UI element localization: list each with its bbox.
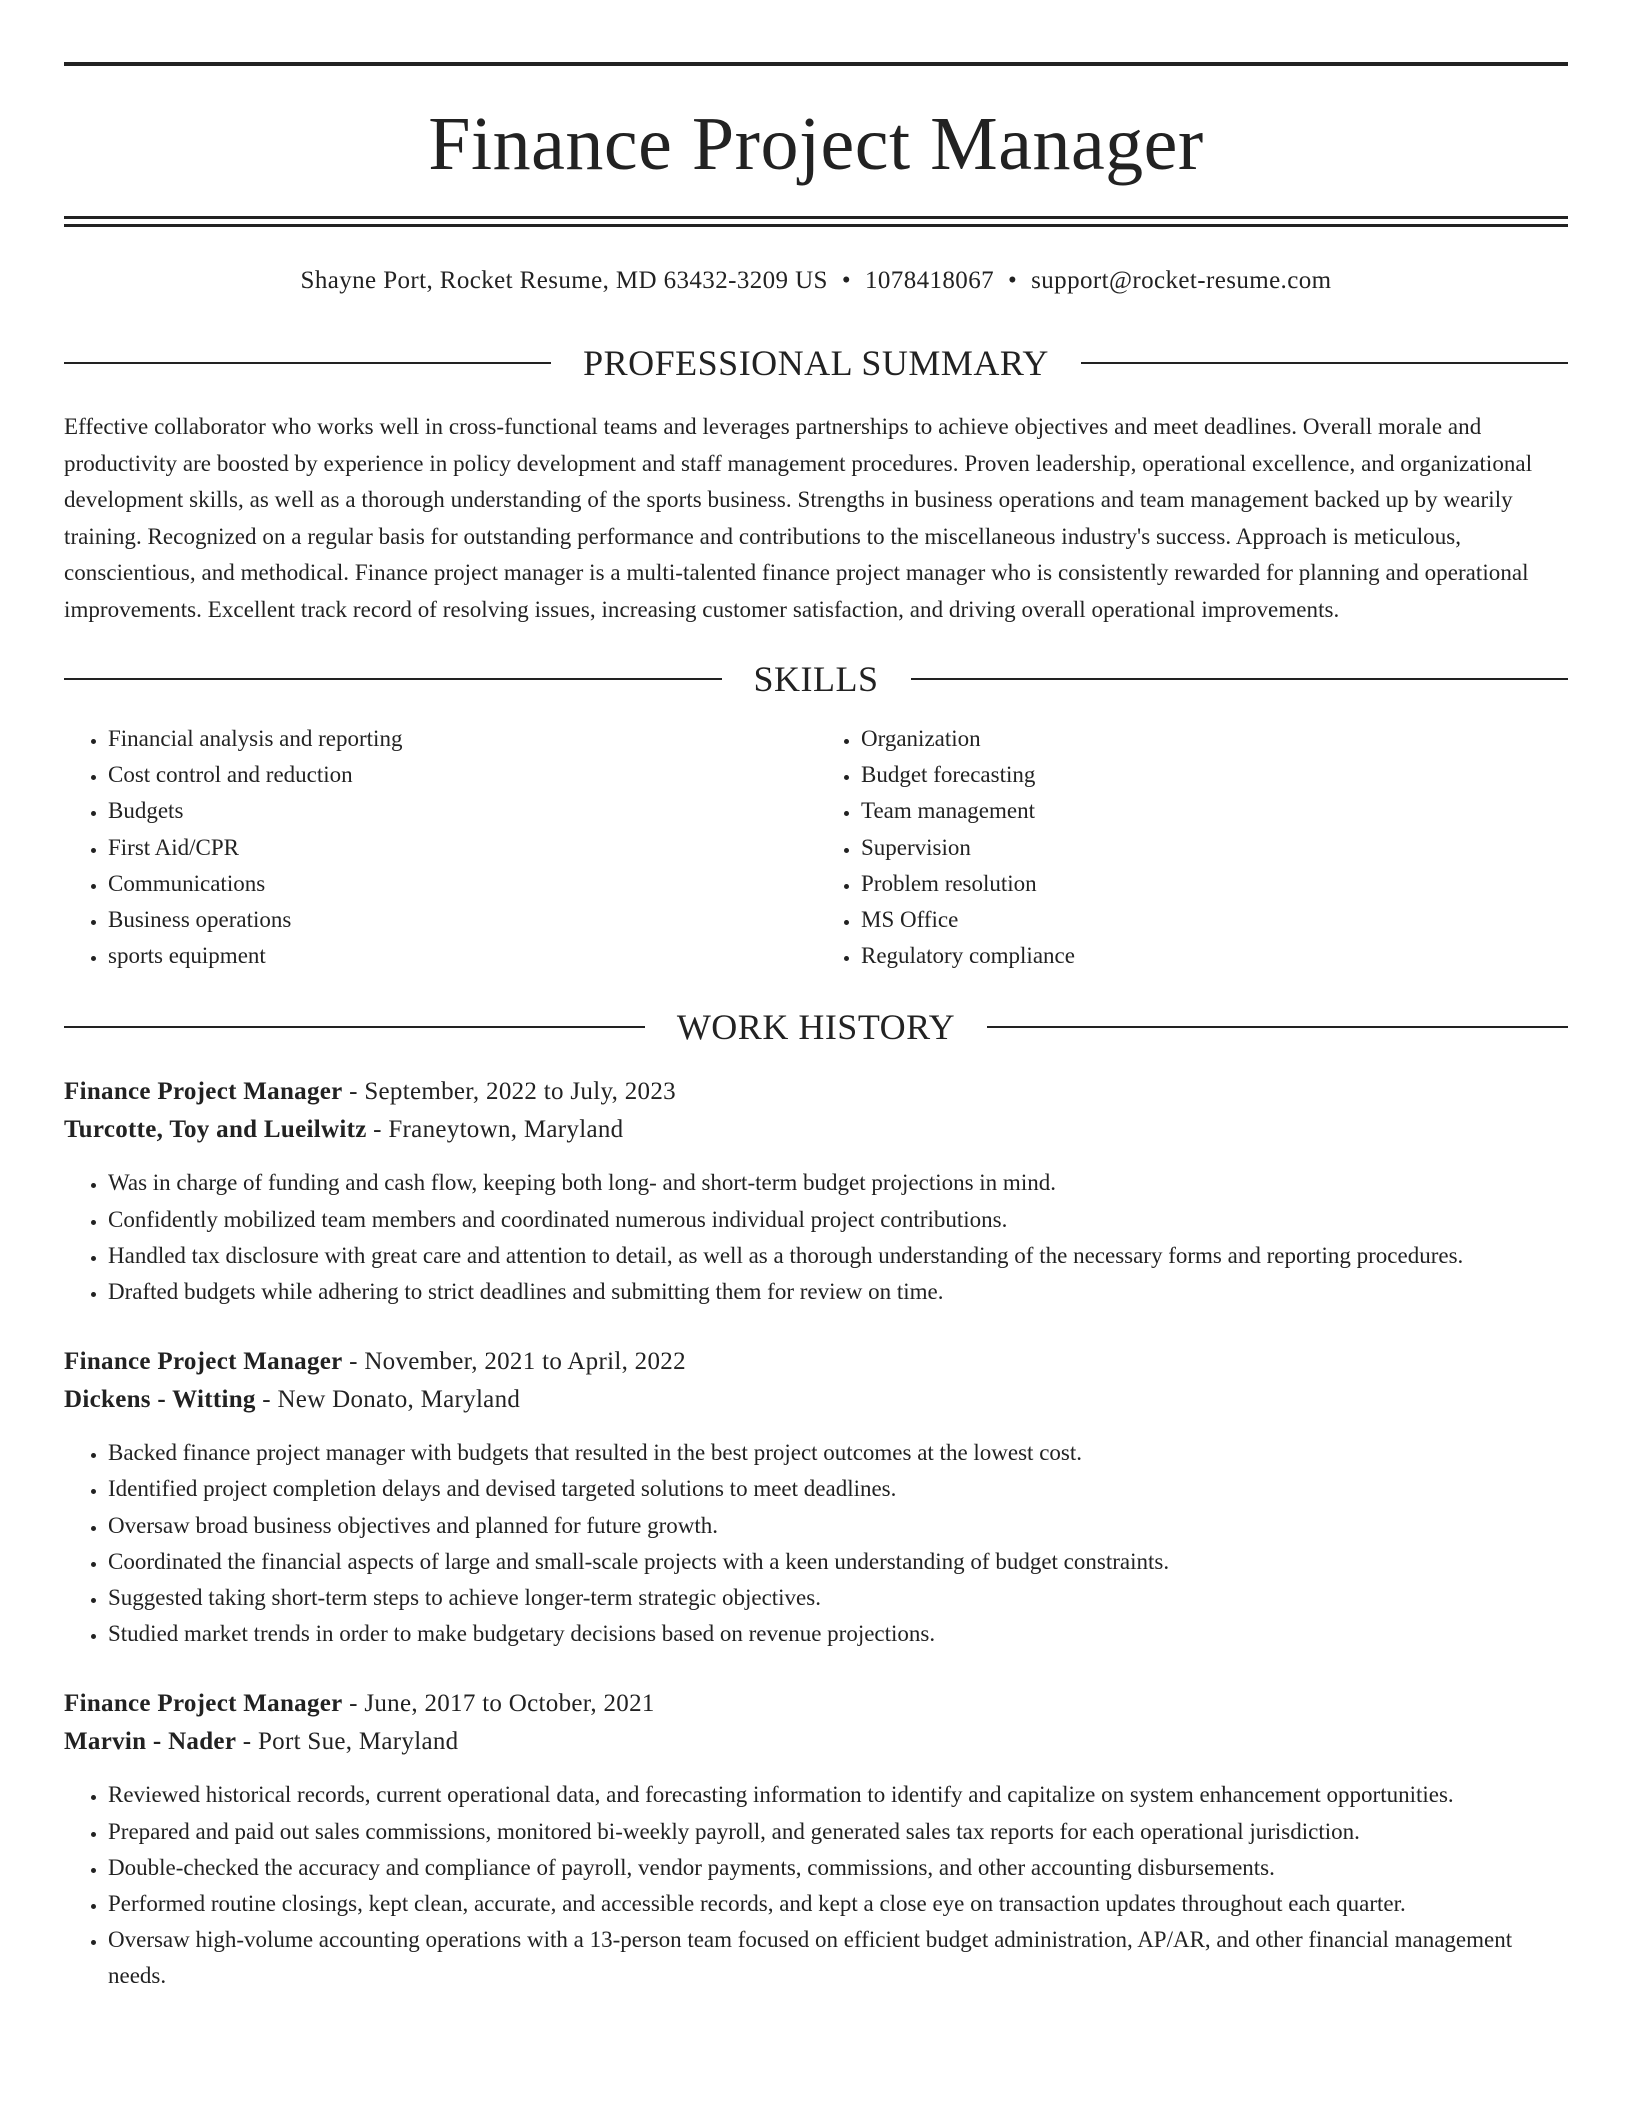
skills-column-right bbox=[815, 721, 1568, 974]
job-entry bbox=[64, 1343, 1568, 1652]
summary-title: PROFESSIONAL SUMMARY bbox=[583, 343, 1049, 383]
contact-line bbox=[64, 264, 1568, 298]
job-bullets bbox=[64, 1777, 1568, 1994]
job-company: Dickens - Witting bbox=[64, 1386, 256, 1414]
job-bullets bbox=[64, 1165, 1568, 1310]
summary-text: Effective collaborator who works well in cross-functional teams and leverages partnerships to achieve objectives and meet deadlines. Overall morale and productivity are boosted by experience in policy development and staff management procedures. Proven leadership, operational excellence, and organizational development skills, as well as a thorough understanding of the sports business. Strengths in business operations and team management backed up by wearily training. Recognized on a regular basis for outstanding performance and contributions to the miscellaneous industry's success. Approach is meticulous, conscientious, and methodical. Finance project manager is a multi-talented finance project manager who is consistently rewarded for planning and operational improvements. Excellent track record of resolving issues, increasing customer satisfaction, and driving overall operational improvements. bbox=[64, 414, 1533, 622]
contact-address: Shayne Port, Rocket Resume, MD 63432-3209 US bbox=[300, 267, 828, 294]
skill-item: • Organization bbox=[861, 721, 1568, 757]
job-bullet: • Double-checked the accuracy and compliance of payroll, vendor payments, commissions, and other accounting disbursements. bbox=[108, 1850, 1568, 1886]
header-double-rule bbox=[64, 216, 1568, 227]
job-bullet: • Reviewed historical records, current operational data, and forecasting information to identify and capitalize on system enhancement opportunities. bbox=[108, 1777, 1568, 1813]
job-bullet: • Studied market trends in order to make budgetary decisions based on revenue projections. bbox=[108, 1616, 1568, 1652]
job-title: Finance Project Manager bbox=[64, 1348, 343, 1376]
job-company: Turcotte, Toy and Lueilwitz bbox=[64, 1116, 367, 1144]
contact-email: support@rocket-resume.com bbox=[1031, 267, 1332, 294]
job-bullet: • Drafted budgets while adhering to strict deadlines and submitting them for review on time. bbox=[108, 1274, 1568, 1310]
job-dates: November, 2021 to April, 2022 bbox=[364, 1348, 686, 1376]
job-bullet: • Handled tax disclosure with great care and attention to detail, as well as a thorough understanding of the necessary forms and reporting procedures. bbox=[108, 1238, 1568, 1274]
job-company-line: Dickens - Witting - New Donato, Maryland bbox=[64, 1386, 521, 1414]
job-bullet: • Backed finance project manager with budgets that resulted in the best project outcomes at the lowest cost. bbox=[108, 1435, 1568, 1471]
job-entry bbox=[64, 1073, 1568, 1310]
job-bullet: • Suggested taking short-term steps to achieve longer-term strategic objectives. bbox=[108, 1580, 1568, 1616]
job-title-line: Finance Project Manager - November, 2021 to April, 2022 bbox=[64, 1348, 686, 1376]
job-company: Marvin - Nader bbox=[64, 1728, 237, 1756]
heading-rule-left bbox=[64, 362, 551, 364]
skill-item: • Team management bbox=[861, 793, 1568, 829]
heading-rule-right bbox=[1081, 362, 1568, 364]
job-dates: June, 2017 to October, 2021 bbox=[364, 1690, 655, 1718]
skill-item: • Cost control and reduction bbox=[108, 757, 815, 793]
job-location: Port Sue, Maryland bbox=[257, 1728, 459, 1756]
skill-item: • Supervision bbox=[861, 830, 1568, 866]
job-bullet: • Prepared and paid out sales commissions, monitored bi-weekly payroll, and generated sales tax reports for each operational jurisdiction. bbox=[108, 1814, 1568, 1850]
skills-title: SKILLS bbox=[753, 659, 879, 699]
job-location: New Donato, Maryland bbox=[277, 1386, 521, 1414]
job-bullet: • Performed routine closings, kept clean, accurate, and accessible records, and kept a close eye on transaction updates throughout each quarter. bbox=[108, 1886, 1568, 1922]
skill-item: • First Aid/CPR bbox=[108, 830, 815, 866]
heading-rule-left bbox=[64, 1026, 645, 1028]
job-dates: September, 2022 to July, 2023 bbox=[364, 1078, 676, 1106]
resume-page bbox=[64, 62, 1568, 1995]
summary-heading bbox=[64, 345, 1568, 381]
skill-item: • Business operations bbox=[108, 902, 815, 938]
job-location: Franeytown, Maryland bbox=[388, 1116, 624, 1144]
job-title: Finance Project Manager bbox=[64, 1690, 343, 1718]
job-bullet: • Oversaw high-volume accounting operations with a 13-person team focused on efficient budget administration, AP/AR, and other financial management needs. bbox=[108, 1922, 1568, 1994]
contact-separator: • bbox=[1008, 267, 1018, 294]
contact-phone: 1078418067 bbox=[865, 267, 994, 294]
skill-item: • sports equipment bbox=[108, 938, 815, 974]
contact-separator: • bbox=[841, 267, 851, 294]
skill-item: • Budgets bbox=[108, 793, 815, 829]
skills-heading bbox=[64, 661, 1568, 697]
job-bullet: • Was in charge of funding and cash flow, keeping both long- and short-term budget projections in mind. bbox=[108, 1165, 1568, 1201]
job-company-line: Turcotte, Toy and Lueilwitz - Franeytown, Maryland bbox=[64, 1116, 624, 1144]
skill-item: • Regulatory compliance bbox=[861, 938, 1568, 974]
job-company-line: Marvin - Nader - Port Sue, Maryland bbox=[64, 1728, 459, 1756]
job-bullet: • Confidently mobilized team members and coordinated numerous individual project contributions. bbox=[108, 1202, 1568, 1238]
resume-title: Finance Project Manager bbox=[428, 102, 1204, 186]
heading-rule-right bbox=[987, 1026, 1568, 1028]
job-bullet: • Coordinated the financial aspects of large and small-scale projects with a keen understanding of budget constraints. bbox=[108, 1544, 1568, 1580]
job-title: Finance Project Manager bbox=[64, 1078, 343, 1106]
skills-column-left bbox=[64, 721, 815, 974]
skill-item: • MS Office bbox=[861, 902, 1568, 938]
job-title-line: Finance Project Manager - June, 2017 to October, 2021 bbox=[64, 1690, 655, 1718]
job-bullet: • Identified project completion delays and devised targeted solutions to meet deadlines. bbox=[108, 1471, 1568, 1507]
job-bullet: • Oversaw broad business objectives and planned for future growth. bbox=[108, 1508, 1568, 1544]
skill-item: • Problem resolution bbox=[861, 866, 1568, 902]
work-history-heading bbox=[64, 1007, 1568, 1048]
job-entry bbox=[64, 1685, 1568, 1994]
skill-item: • Financial analysis and reporting bbox=[108, 721, 815, 757]
job-bullets bbox=[64, 1435, 1568, 1652]
skill-item: • Communications bbox=[108, 866, 815, 902]
work-history-title: WORK HISTORY bbox=[676, 1007, 956, 1048]
skills-list bbox=[64, 721, 1568, 974]
skill-item: • Budget forecasting bbox=[861, 757, 1568, 793]
heading-rule-left bbox=[64, 678, 722, 680]
job-title-line: Finance Project Manager - September, 2022 to July, 2023 bbox=[64, 1078, 676, 1106]
heading-rule-right bbox=[911, 678, 1569, 680]
